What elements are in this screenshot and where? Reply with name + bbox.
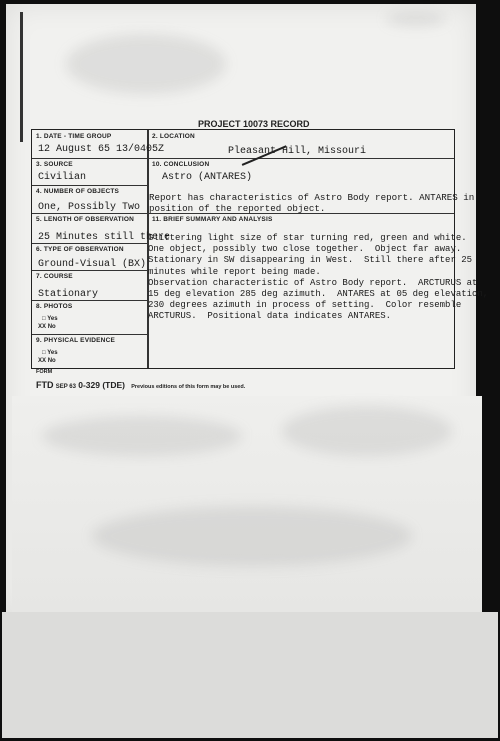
document-page: [6, 4, 489, 614]
bleed-through: [92, 506, 412, 566]
bleed-through: [282, 406, 452, 456]
ftd-label: FTD: [36, 380, 54, 390]
photos-yes-option: □ Yes: [42, 316, 58, 322]
length-of-observation-value: 25 Minutes still there: [38, 232, 171, 243]
row-divider: [32, 270, 147, 271]
photos-label: 8. PHOTOS: [36, 303, 73, 310]
summary-line: Glittering light size of star turning red, green and white.: [148, 233, 467, 243]
evidence-no-option: [38, 358, 56, 364]
form-title: PROJECT 10073 RECORD: [198, 119, 310, 129]
conclusion-value: Astro (ANTARES): [162, 172, 253, 183]
conclusion-note-line: position of the reported object.: [149, 203, 326, 214]
source-value: Civilian: [38, 172, 87, 183]
summary-line: 15 deg elevation 285 deg azimuth. ANTARES at 05 deg elevation,: [148, 289, 489, 300]
photos-no-label: No: [47, 324, 56, 330]
previous-editions-note: Previous editions of this form may be used.: [131, 384, 246, 390]
stain: [386, 12, 446, 26]
row-divider: [32, 158, 454, 159]
evidence-yes-option: □ Yes: [42, 350, 58, 356]
summary-text: [148, 233, 488, 323]
form-word: FORM: [36, 369, 53, 375]
form-id-line: [36, 380, 245, 390]
number-of-objects-label: 4. NUMBER OF OBJECTS: [36, 188, 120, 195]
bleed-through: [42, 416, 242, 456]
summary-line: One object, possibly two close together. Object far away.: [148, 244, 462, 255]
page-lower-area: [12, 396, 482, 614]
date-time-label: 1. DATE - TIME GROUP: [36, 133, 112, 140]
date-time-value: 12 August 65 13/0405Z: [38, 144, 165, 155]
row-divider: [32, 300, 147, 301]
length-of-observation-label: 5. LENGTH OF OBSERVATION: [36, 216, 134, 223]
summary-line: 230 degrees azimuth in process of setting. Color resemble: [148, 300, 462, 311]
summary-line: ARCTURUS. Positional data indicates ANTARES.: [148, 311, 392, 322]
evidence-no-mark: XX: [38, 358, 47, 364]
evidence-yes-label: Yes: [47, 350, 58, 356]
photos-no-mark: XX: [38, 324, 47, 330]
location-label: 2. LOCATION: [152, 133, 195, 140]
summary-line: Observation characteristic of Astro Body report. ARCTURUS at: [148, 277, 478, 288]
row-divider: [32, 243, 147, 244]
type-of-observation-label: 6. TYPE OF OBSERVATION: [36, 246, 124, 253]
form-footer: [36, 369, 52, 375]
summary-line: minutes while report being made.: [148, 266, 321, 277]
conclusion-note-line: Report has characteristics of Astro Body report. ANTARES in: [149, 192, 475, 203]
form-number: 0-329 (TDE): [78, 380, 125, 390]
next-page-edge: [2, 612, 498, 738]
stain: [66, 34, 226, 94]
type-of-observation-value: Ground-Visual (BX): [38, 259, 147, 270]
row-divider: [32, 334, 147, 335]
evidence-no-label: No: [47, 358, 56, 364]
photos-no-option: [38, 324, 56, 330]
summary-line: Stationary in SW disappearing in West. Still there after 25: [148, 255, 473, 266]
form-date: SEP 63: [55, 384, 76, 390]
photos-yes-label: Yes: [47, 316, 58, 322]
binding-edge: [20, 12, 23, 142]
row-divider: [32, 185, 147, 186]
location-value: Pleasant Hill, Missouri: [228, 146, 367, 157]
course-value: Stationary: [38, 289, 99, 300]
physical-evidence-label: 9. PHYSICAL EVIDENCE: [36, 337, 116, 344]
source-label: 3. SOURCE: [36, 161, 73, 168]
conclusion-label: 10. CONCLUSION: [152, 161, 210, 168]
number-of-objects-value: One, Possibly Two: [38, 202, 141, 213]
course-label: 7. COURSE: [36, 273, 73, 280]
summary-label: 11. BRIEF SUMMARY AND ANALYSIS: [152, 216, 273, 223]
